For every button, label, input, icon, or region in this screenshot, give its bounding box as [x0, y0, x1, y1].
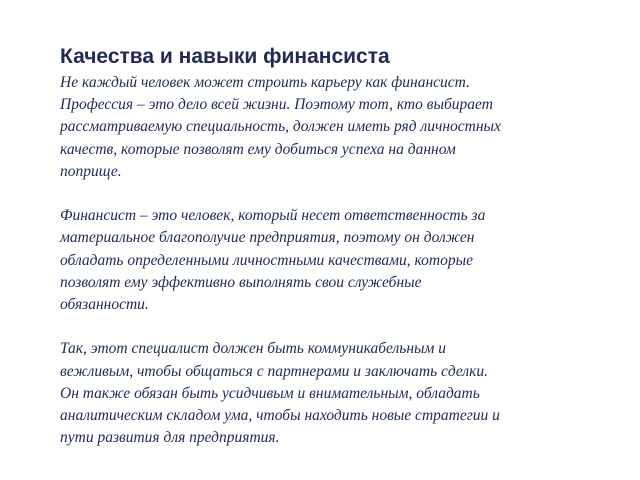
text-line: аналитическим складом ума, чтобы находить новые стратегии и — [60, 407, 500, 425]
text-line: пути развития для предприятия. — [60, 429, 280, 447]
text-line: материальное благополучие предприятия, поэтому он должен — [60, 229, 475, 247]
text-line: поприще. — [60, 162, 122, 180]
slide-body — [60, 72, 590, 472]
text-line: вежливым, чтобы общаться с партнерами и заключать сделки. — [60, 362, 489, 380]
paragraph-responsibility — [60, 205, 590, 316]
text-line: Не каждый человек может строить карьеру как финансист. — [60, 74, 470, 91]
text-line: обладать определенными личностными качествами, которые — [60, 251, 473, 269]
text-line: Профессия – это дело всей жизни. Поэтому тот, кто выбирает — [60, 96, 493, 114]
text-line: обязанности. — [60, 296, 149, 314]
paragraph-intro — [60, 72, 590, 183]
text-line: Так, этот специалист должен быть коммуникабельным и — [60, 340, 447, 358]
text-line: Он также обязан быть усидчивым и внимательным, обладать — [60, 384, 480, 402]
slide-title: Качества и навыки финансиста — [60, 45, 390, 68]
text-line: Финансист – это человек, который несет ответственность за — [60, 207, 486, 225]
text-line: рассматриваемую специальность, должен иметь ряд личностных — [60, 118, 501, 136]
text-line: качеств, которые позволят ему добиться успеха на данном — [60, 140, 456, 158]
text-line: позволят ему эффективно выполнять свои служебные — [60, 273, 422, 291]
paragraph-qualities — [60, 338, 590, 449]
